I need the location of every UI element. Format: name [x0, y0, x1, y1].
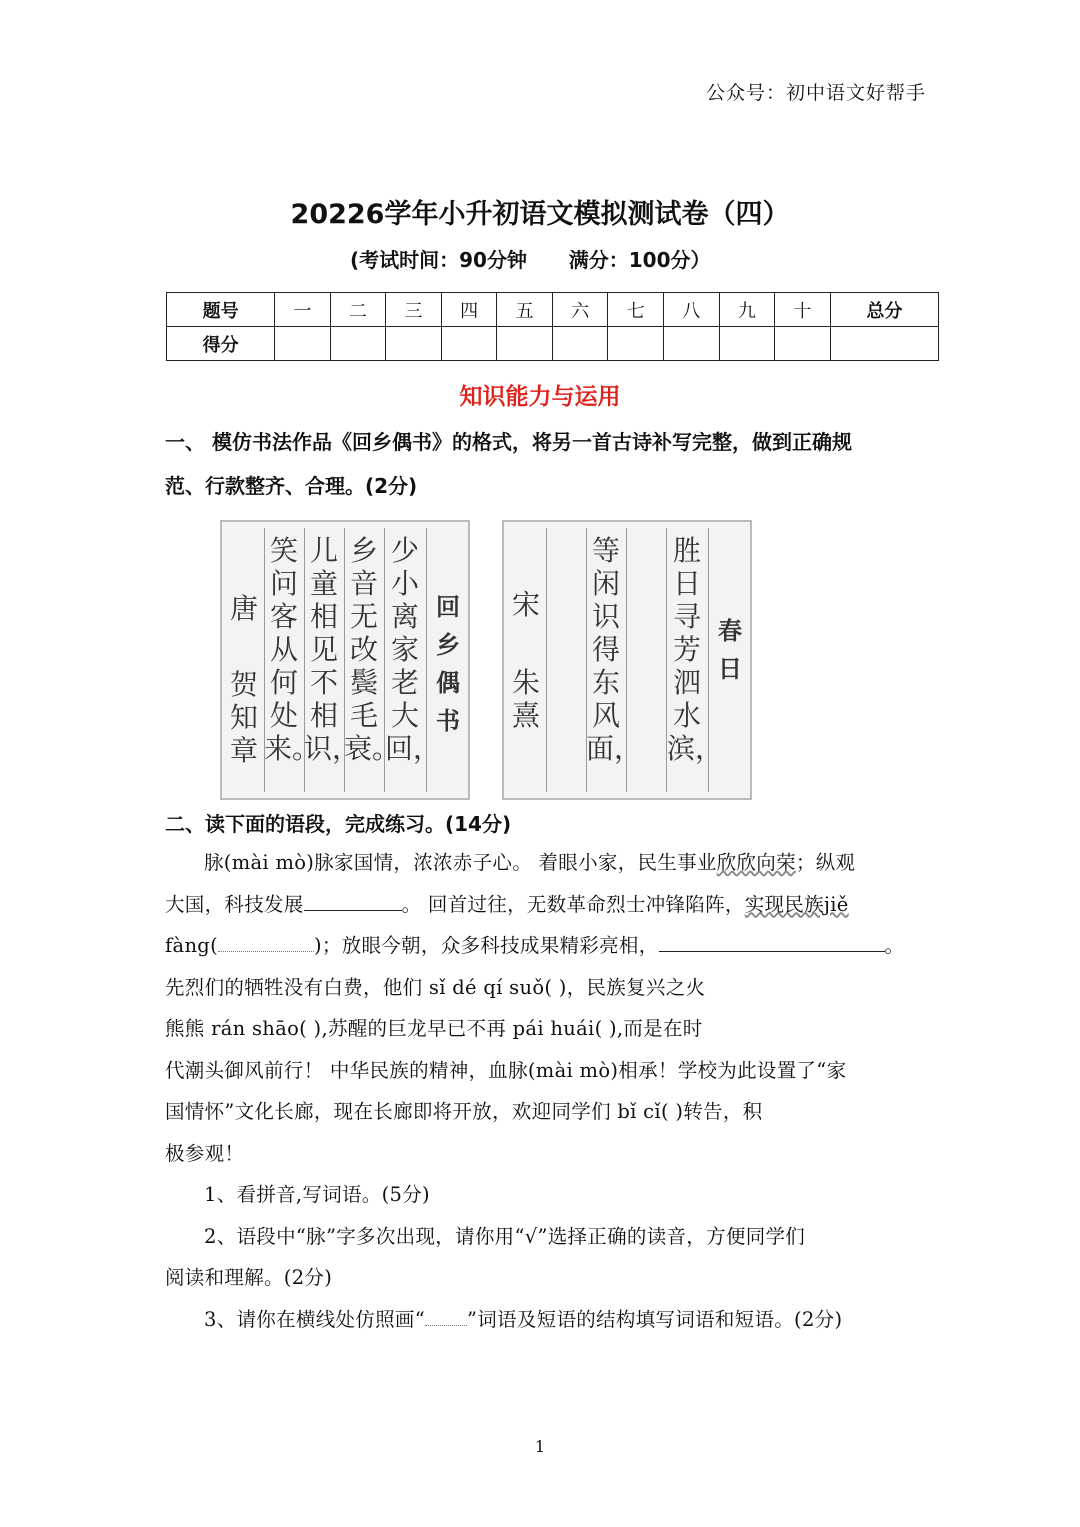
poem-right-line1: 胜日寻芳泗水滨，: [667, 534, 724, 765]
fill-blank[interactable]: [659, 929, 885, 952]
question-1-line1: 一、 模仿书法作品《回乡偶书》的格式，将另一首古诗补写完整，做到正确规: [165, 430, 852, 454]
question-2-passage: [165, 842, 917, 1340]
passage-text: fàng(: [165, 934, 218, 957]
poem-left-line1: 少小离家老大回，: [385, 534, 442, 765]
poem-left-title: 回乡偶书: [436, 593, 460, 735]
passage-line: 极参观！: [165, 1141, 245, 1165]
page-number: 1: [534, 1437, 546, 1456]
score-cell: 三: [386, 293, 442, 327]
poem-left-line3: 儿童相见不相识，: [304, 534, 361, 765]
passage-text: 大国，科技发展: [165, 892, 304, 916]
question-1: [165, 420, 925, 508]
question-1-line2: 范、行款整齐、合理。(2分): [165, 474, 418, 498]
score-table: [166, 292, 939, 361]
score-table-header-row: [167, 293, 939, 327]
passage-line: [165, 842, 917, 884]
sub-question-2-line1: 2、语段中“脉”字多次出现，请你用“√”选择正确的读音，方便同学们: [204, 1224, 806, 1248]
score-cell: 八: [664, 293, 720, 327]
passage-line: 代潮头御风前行！ 中华民族的精神，血脉(mài mò)相承！学校为此设置了“家: [165, 1058, 847, 1082]
score-input-cell[interactable]: [830, 327, 938, 361]
poem-right-title: 春日: [718, 617, 742, 683]
poem-right-line2: 等闲识得东风面，: [586, 534, 643, 765]
passage-line: [165, 925, 917, 967]
score-input-cell[interactable]: [275, 327, 331, 361]
header-note: 公众号：初中语文好帮手: [706, 82, 927, 104]
calligraphy-panel-left: [220, 520, 470, 800]
poem-left-line2: 乡音无改鬓毛衰。: [344, 534, 401, 765]
passage-text: 3、请你在横线处仿照画“: [204, 1307, 425, 1331]
poem-right-dynasty: 宋: [511, 588, 540, 621]
score-cell: 九: [719, 293, 775, 327]
score-input-cell[interactable]: [441, 327, 497, 361]
wavy-sample-mark: [425, 1303, 467, 1326]
score-cell: 二: [330, 293, 386, 327]
score-cell: 一: [275, 293, 331, 327]
score-cell: 六: [552, 293, 608, 327]
score-cell: 总分: [830, 293, 938, 327]
passage-text: ；纵观: [795, 851, 856, 874]
poem-left-author: 贺知章: [229, 668, 258, 767]
score-cell: 四: [441, 293, 497, 327]
score-row-label: 得分: [167, 327, 275, 361]
passage-text: ”词语及短语的结构填写词语和短语。(2分): [466, 1307, 843, 1331]
fill-blank[interactable]: [304, 888, 402, 911]
score-input-cell[interactable]: [664, 327, 720, 361]
score-cell: 七: [608, 293, 664, 327]
score-input-cell[interactable]: [330, 327, 386, 361]
poem-right-author: 朱熹: [511, 666, 540, 732]
poem-right-blank-line4[interactable]: [546, 528, 586, 790]
question-2-heading: 二、读下面的语段，完成练习。(14分): [165, 812, 512, 836]
passage-line: 先烈们的牺牲没有白费，他们 sǐ dé qí suǒ( )，民族复兴之火: [165, 975, 706, 999]
sub-question-2-line2: 阅读和理解。(2分): [165, 1266, 333, 1289]
score-cell: 五: [497, 293, 553, 327]
section-title: 知识能力与运用: [459, 384, 621, 410]
score-input-cell[interactable]: [386, 327, 442, 361]
exam-info: (考试时间：90分钟 满分：100分）: [350, 248, 711, 272]
score-input-cell[interactable]: [719, 327, 775, 361]
passage-text: 脉(mài mò)脉家国情，浓浓赤子心。 着眼小家，民生事业: [204, 851, 717, 874]
score-input-cell[interactable]: [497, 327, 553, 361]
passage-text: 。: [884, 934, 905, 957]
pinyin-answer-blank[interactable]: [218, 929, 314, 952]
sub-question-3: [165, 1299, 917, 1341]
page-title: 20226学年小升初语文模拟测试卷（四）: [290, 199, 790, 230]
passage-line: 熊熊 rán shāo( ),苏醒的巨龙早已不再 pái huái( ),而是在时: [165, 1017, 703, 1040]
score-cell: 题号: [167, 293, 275, 327]
passage-line: [165, 884, 917, 926]
poem-left-line4: 笑问客从何处来。: [264, 534, 321, 765]
underlined-phrase: 实现民族jiě: [744, 892, 849, 916]
underlined-phrase: 欣欣向荣: [716, 851, 796, 874]
passage-line: 国情怀”文化长廊，现在长廊即将开放，欢迎同学们 bǐ cǐ( )转告，积: [165, 1100, 763, 1123]
sub-question-1: 1、看拼音,写词语。(5分): [204, 1183, 430, 1206]
score-input-cell[interactable]: [608, 327, 664, 361]
poem-left-dynasty: 唐: [229, 592, 258, 625]
score-input-cell[interactable]: [775, 327, 831, 361]
passage-text: )；放眼今朝，众多科技成果精彩亮相，: [314, 934, 659, 957]
score-table-score-row: [167, 327, 939, 361]
passage-text: 。 回首过往，无数革命烈士冲锋陷阵，: [401, 892, 745, 916]
score-input-cell[interactable]: [552, 327, 608, 361]
score-cell: 十: [775, 293, 831, 327]
calligraphy-panel-right: [502, 520, 752, 800]
